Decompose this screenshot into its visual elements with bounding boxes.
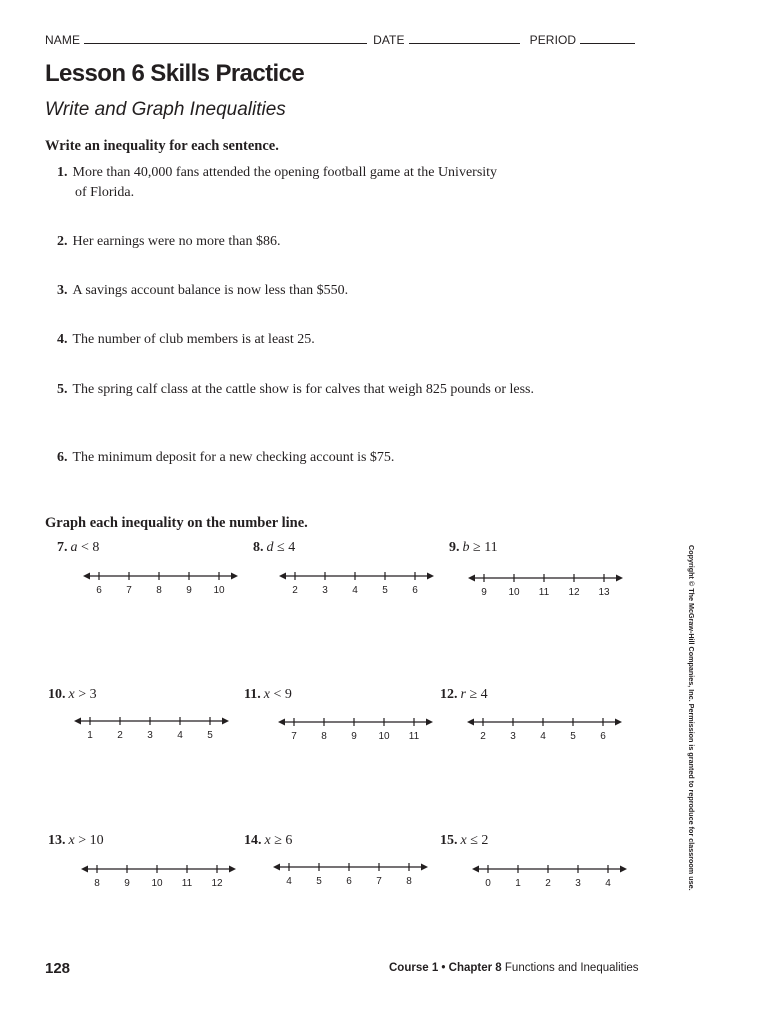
tick-label: 4 <box>540 731 546 742</box>
period-blank[interactable] <box>580 34 635 44</box>
left-arrow-icon <box>83 573 90 580</box>
footer-bullet: • <box>441 962 446 974</box>
inequality-label <box>449 540 498 556</box>
inequality-value: 2 <box>481 833 489 848</box>
tick-label: 2 <box>117 730 123 741</box>
tick-label: 8 <box>406 876 412 887</box>
inequality-operator: > <box>78 833 87 848</box>
inequality-value: 3 <box>89 687 97 702</box>
question-number: 2. <box>57 234 68 249</box>
tick-label: 4 <box>352 585 358 596</box>
tick-label: 2 <box>545 878 551 889</box>
inequality-operator: ≥ <box>469 687 478 702</box>
inequality-value: 4 <box>288 540 296 555</box>
tick-label: 11 <box>181 878 193 889</box>
page-title: Lesson 6 Skills Practice <box>45 60 305 87</box>
right-arrow-icon <box>229 866 236 873</box>
tick-label: 13 <box>598 587 610 598</box>
tick-label: 8 <box>156 585 162 596</box>
student-info-line <box>45 33 641 47</box>
left-arrow-icon <box>278 719 285 726</box>
tick-label: 3 <box>322 585 328 596</box>
tick-label: 7 <box>376 876 382 887</box>
tick-label: 10 <box>151 878 163 889</box>
date-blank[interactable] <box>409 34 520 44</box>
copyright-notice: Copyright © The McGraw-Hill Companies, Inc. Permission is granted to reproduce for classroom use. <box>687 545 696 891</box>
tick-label: 7 <box>291 731 297 742</box>
inequality-operator: < <box>81 540 89 555</box>
problem-number: 15. <box>440 833 458 848</box>
tick-label: 5 <box>382 585 388 596</box>
right-arrow-icon <box>426 719 433 726</box>
page-number: 128 <box>45 960 71 977</box>
write-inequality-heading: Write an inequality for each sentence. <box>45 138 279 154</box>
inequality-label <box>48 833 104 849</box>
inequality-operator: ≥ <box>473 540 481 555</box>
tick-label: 10 <box>508 587 520 598</box>
right-arrow-icon <box>616 575 623 582</box>
number-line[interactable] <box>472 861 627 893</box>
tick-label: 9 <box>351 731 357 742</box>
question-4 <box>57 330 315 350</box>
tick-label: 3 <box>147 730 153 741</box>
right-arrow-icon <box>231 573 238 580</box>
tick-label: 11 <box>538 587 550 598</box>
period-label: PERIOD <box>529 33 577 47</box>
tick-label: 10 <box>378 731 390 742</box>
number-line[interactable] <box>83 568 238 600</box>
question-number: 1. <box>57 165 68 180</box>
problem-number: 12. <box>440 687 458 702</box>
inequality-variable: a <box>70 540 78 555</box>
tick-label: 1 <box>515 878 521 889</box>
question-text-continued: of Florida. <box>75 185 135 200</box>
number-line[interactable] <box>467 714 622 746</box>
tick-label: 8 <box>321 731 327 742</box>
number-line[interactable] <box>468 570 623 602</box>
inequality-operator: ≤ <box>277 540 285 555</box>
left-arrow-icon <box>273 864 280 871</box>
tick-label: 6 <box>412 585 418 596</box>
inequality-label <box>57 540 99 556</box>
inequality-variable: x <box>263 687 270 702</box>
question-number: 6. <box>57 450 68 465</box>
inequality-value: 4 <box>480 687 488 702</box>
tick-label: 4 <box>177 730 183 741</box>
question-text: Her earnings were no more than $86. <box>72 234 281 249</box>
right-arrow-icon <box>222 718 229 725</box>
left-arrow-icon <box>81 866 88 873</box>
footer-course-info <box>389 962 639 974</box>
question-number: 5. <box>57 382 68 397</box>
inequality-operator: ≤ <box>470 833 478 848</box>
problem-number: 10. <box>48 687 66 702</box>
inequality-value: 11 <box>484 540 498 555</box>
problem-number: 11. <box>244 687 261 702</box>
left-arrow-icon <box>279 573 286 580</box>
course-label: Course 1 <box>389 962 439 974</box>
inequality-label <box>440 687 488 703</box>
tick-label: 2 <box>292 585 298 596</box>
tick-label: 10 <box>213 585 225 596</box>
question-text: A savings account balance is now less than $550. <box>72 283 349 298</box>
question-text: The spring calf class at the cattle show is for calves that weigh 825 pounds or less. <box>72 382 534 397</box>
chapter-label: Chapter 8 <box>448 962 502 974</box>
inequality-label <box>48 687 97 703</box>
question-3 <box>57 281 348 301</box>
page-subtitle: Write and Graph Inequalities <box>45 99 286 120</box>
name-blank[interactable] <box>84 34 367 44</box>
inequality-variable: x <box>68 687 75 702</box>
tick-label: 7 <box>126 585 132 596</box>
left-arrow-icon <box>472 866 479 873</box>
question-6 <box>57 448 394 468</box>
inequality-label <box>440 833 488 849</box>
inequality-label <box>244 687 292 703</box>
number-line[interactable] <box>81 861 236 893</box>
question-number: 3. <box>57 283 68 298</box>
tick-label: 6 <box>600 731 606 742</box>
question-5 <box>57 380 534 400</box>
tick-label: 5 <box>207 730 213 741</box>
tick-label: 12 <box>211 878 223 889</box>
tick-label: 11 <box>408 731 420 742</box>
tick-label: 9 <box>186 585 192 596</box>
tick-label: 4 <box>605 878 611 889</box>
left-arrow-icon <box>467 719 474 726</box>
tick-label: 0 <box>485 878 491 889</box>
inequality-variable: x <box>264 833 271 848</box>
tick-label: 12 <box>568 587 580 598</box>
right-arrow-icon <box>421 864 428 871</box>
right-arrow-icon <box>427 573 434 580</box>
number-line[interactable] <box>279 568 434 600</box>
tick-label: 5 <box>316 876 322 887</box>
name-label: NAME <box>45 33 81 47</box>
number-line[interactable] <box>273 859 428 891</box>
question-1 <box>57 163 497 203</box>
problem-number: 9. <box>449 540 460 555</box>
tick-label: 6 <box>96 585 102 596</box>
right-arrow-icon <box>620 866 627 873</box>
question-text: The minimum deposit for a new checking account is $75. <box>72 450 395 465</box>
question-text: The number of club members is at least 25. <box>72 332 315 347</box>
question-text: More than 40,000 fans attended the opening football game at the University <box>72 165 498 180</box>
tick-label: 1 <box>87 730 93 741</box>
problem-number: 14. <box>244 833 262 848</box>
inequality-variable: x <box>68 833 75 848</box>
tick-label: 4 <box>286 876 292 887</box>
inequality-value: 9 <box>284 687 292 702</box>
chapter-title: Functions and Inequalities <box>504 962 639 974</box>
problem-number: 7. <box>57 540 68 555</box>
question-number: 4. <box>57 332 68 347</box>
graph-inequality-heading: Graph each inequality on the number line. <box>45 515 308 531</box>
right-arrow-icon <box>615 719 622 726</box>
inequality-operator: ≥ <box>274 833 282 848</box>
date-label: DATE <box>373 33 405 47</box>
inequality-label <box>253 540 295 556</box>
tick-label: 3 <box>510 731 516 742</box>
inequality-variable: b <box>462 540 470 555</box>
tick-label: 9 <box>481 587 487 598</box>
problem-number: 8. <box>253 540 264 555</box>
question-2 <box>57 232 280 252</box>
inequality-operator: > <box>78 687 87 702</box>
tick-label: 9 <box>124 878 130 889</box>
number-line[interactable] <box>74 713 229 745</box>
inequality-value: 10 <box>89 833 104 848</box>
problem-number: 13. <box>48 833 66 848</box>
inequality-variable: r <box>460 687 466 702</box>
inequality-variable: x <box>460 833 467 848</box>
inequality-value: 8 <box>92 540 100 555</box>
inequality-label <box>244 833 292 849</box>
tick-label: 6 <box>346 876 352 887</box>
left-arrow-icon <box>74 718 81 725</box>
tick-label: 2 <box>480 731 486 742</box>
inequality-variable: d <box>266 540 274 555</box>
left-arrow-icon <box>468 575 475 582</box>
number-line[interactable] <box>278 714 433 746</box>
inequality-operator: < <box>273 687 282 702</box>
tick-label: 5 <box>570 731 576 742</box>
tick-label: 3 <box>575 878 581 889</box>
tick-label: 8 <box>94 878 100 889</box>
inequality-value: 6 <box>285 833 293 848</box>
